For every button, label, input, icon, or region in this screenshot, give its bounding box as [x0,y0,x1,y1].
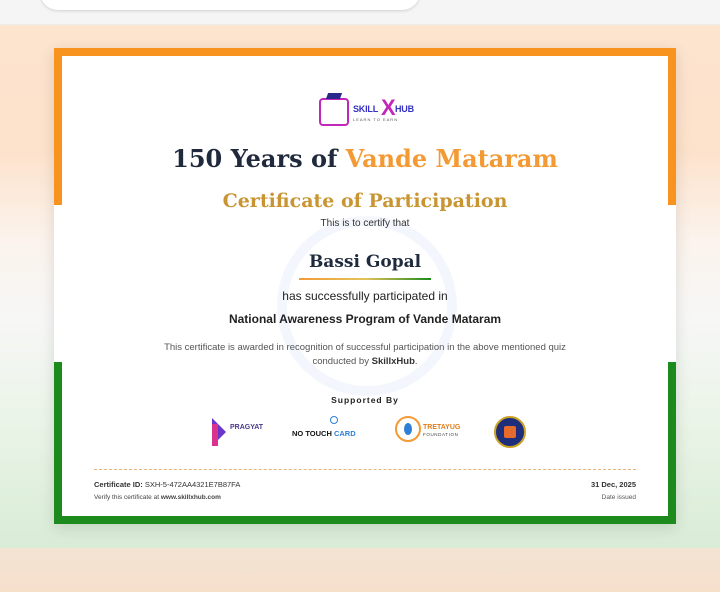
name-underline [299,278,431,280]
certify-text: This is to certify that [320,218,410,229]
description-text: This certificate is awarded in recognition of successful participation in the above mentioned quiz conducted by [164,342,566,367]
certificate [54,48,676,524]
program-name: National Awareness Program of Vande Mataram [228,312,502,326]
certificate-title [62,144,668,173]
logo-text-right: HUB [395,104,414,114]
graduation-cap-icon [319,98,349,126]
sponsor-name: NO TOUCH CARD [292,429,356,438]
date-label: Date issued [601,494,636,501]
certificate-description [144,341,586,369]
skillxhub-logo [319,96,415,134]
certificate-id-block [94,480,240,501]
certificate-subtitle: Certificate of Participation [222,190,508,212]
address-bar[interactable] [40,0,420,10]
logo-text-left: SKILL [353,104,378,114]
no-touch-card-logo-icon [292,416,374,450]
ashoka-chakra-watermark-icon [277,216,457,396]
pragyat-logo-icon [212,416,272,450]
participation-text: has successfully participated in [282,289,448,303]
supported-by-label: Supported By [331,395,399,405]
title-highlight: Vande Mataram [345,144,558,173]
certificate-id-label: Certificate ID: [94,480,143,489]
date-block [591,480,636,501]
verify-link[interactable]: www.skillxhub.com [160,494,221,501]
footer-divider [94,469,636,470]
description-org: SkillxHub [371,356,415,367]
issue-date: 31 Dec, 2025 [590,480,636,489]
browser-top-bar [0,0,720,25]
tretayug-logo-icon [395,416,475,450]
logo-text-x: X [381,95,396,120]
certificate-id: SXH-5-472AA4321E7B87FA [144,480,241,489]
sponsor-name: PRAGYAT [230,424,264,431]
sponsor-name: TRETAYUG [423,424,461,431]
title-prefix: 150 Years of [172,144,338,173]
logo-tagline: LEARN TO EARN [353,117,399,122]
government-seal-icon [494,416,528,450]
verify-text: Verify this certificate at [94,494,160,501]
recipient-name: Bassi Gopal [308,252,422,272]
description-suffix: . [414,356,418,367]
contactless-icon [330,416,338,424]
sponsor-subname: FOUNDATION [423,432,459,437]
